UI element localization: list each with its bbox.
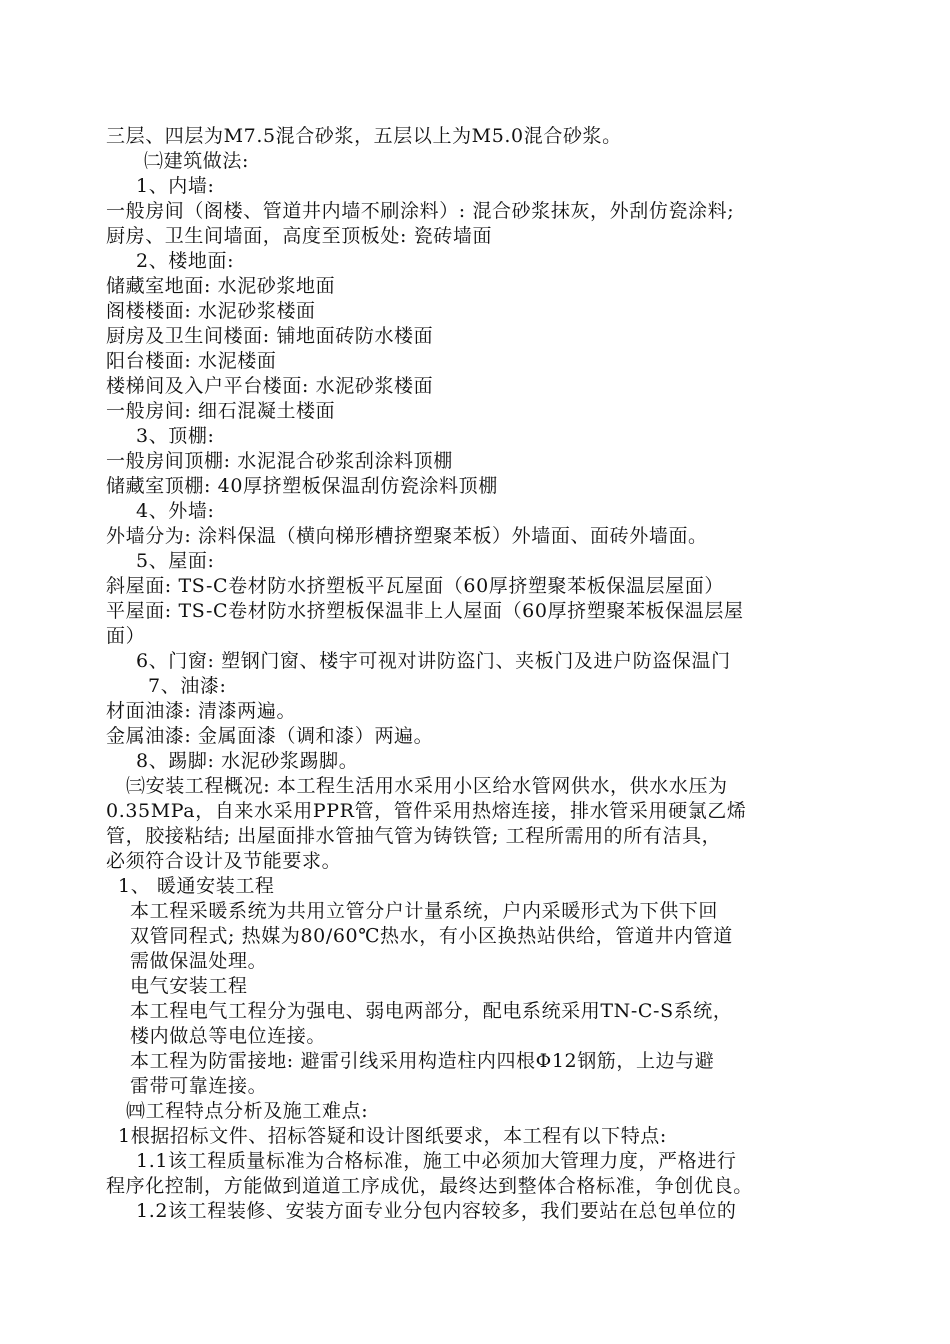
text-line: 雷带可靠连接。 [130,1075,268,1097]
text-line: 楼内做总等电位连接。 [130,1025,327,1047]
text-line: 厨房、卫生间墙面，高度至顶板处: 瓷砖墙面 [106,225,493,247]
section-heading: ㈢安装工程概况: 本工程生活用水采用小区给水管网供水，供水水压为 [126,775,728,797]
section-heading: ㈡建筑做法: [144,150,250,172]
text-line: 平屋面: TS-C卷材防水挤塑板保温非上人屋面（60厚挤塑聚苯板保温层屋 [106,600,744,622]
subsection-heading: 8、踢脚: 水泥砂浆踢脚。 [136,750,359,772]
subsection-heading: 5、屋面: [136,550,215,572]
text-line: 厨房及卫生间楼面: 铺地面砖防水楼面 [106,325,434,347]
text-line: 管，胶接粘结; 出屋面排水管抽气管为铸铁管; 工程所需用的所有洁具， [106,825,722,847]
text-line: 楼梯间及入户平台楼面: 水泥砂浆楼面 [106,375,434,397]
text-line: 双管同程式; 热媒为80/60℃热水，有小区换热站供给，管道井内管道 [130,925,733,947]
subsection-heading: 4、外墙: [136,500,215,522]
section-heading: ㈣工程特点分析及施工难点: [126,1100,369,1122]
text-line: 金属油漆: 金属面漆（调和漆）两遍。 [106,725,434,747]
text-line: 一般房间: 细石混凝土楼面 [106,400,336,422]
text-line: 0.35MPa，自来水采用PPR管，管件采用热熔连接，排水管采用硬氯乙烯 [106,800,747,822]
text-line: 1根据招标文件、招标答疑和设计图纸要求，本工程有以下特点: [118,1125,667,1147]
text-line: 储藏室地面: 水泥砂浆地面 [106,275,336,297]
text-line: 三层、四层为M7.5混合砂浆，五层以上为M5.0混合砂浆。 [106,125,622,147]
text-line: 阁楼楼面: 水泥砂浆楼面 [106,300,316,322]
subsection-heading: 1、 暖通安装工程 [118,875,275,897]
subsection-heading: 6、门窗: 塑钢门窗、楼宇可视对讲防盗门、夹板门及进户防盗保温门 [136,650,731,672]
subsection-heading: 电气安装工程 [130,975,248,997]
text-line: 斜屋面: TS-C卷材防水挤塑板平瓦屋面（60厚挤塑聚苯板保温层屋面） [106,575,724,597]
text-line: 本工程采暖系统为共用立管分户计量系统，户内采暖形式为下供下回 [130,900,719,922]
subsection-heading: 7、油漆: [148,675,227,697]
text-line: 必须符合设计及节能要求。 [106,850,342,872]
text-line: 阳台楼面: 水泥楼面 [106,350,277,372]
text-line: 材面油漆: 清漆两遍。 [106,700,297,722]
text-line: 1.2该工程装修、安装方面专业分包内容较多，我们要站在总包单位的 [136,1200,737,1222]
text-line: 一般房间（阁楼、管道井内墙不刷涂料）: 混合砂浆抹灰，外刮仿瓷涂料; [106,200,735,222]
text-line: 需做保温处理。 [130,950,268,972]
text-line: 1.1该工程质量标准为合格标准，施工中必须加大管理力度，严格进行 [136,1150,737,1172]
subsection-heading: 3、顶棚: [136,425,215,447]
text-line: 外墙分为: 涂料保温（横向梯形槽挤塑聚苯板）外墙面、面砖外墙面。 [106,525,708,547]
text-line: 储藏室顶棚: 40厚挤塑板保温刮仿瓷涂料顶棚 [106,475,498,497]
text-line: 本工程为防雷接地: 避雷引线采用构造柱内四根Φ12钢筋，上边与避 [130,1050,715,1072]
text-line: 一般房间顶棚: 水泥混合砂浆刮涂料顶棚 [106,450,453,472]
document-text [106,124,866,1224]
text-line: 程序化控制，方能做到道道工序成优，最终达到整体合格标准，争创优良。 [106,1175,753,1197]
subsection-heading: 2、楼地面: [136,250,235,272]
text-line: 本工程电气工程分为强电、弱电两部分，配电系统采用TN-C-S系统， [130,1000,733,1022]
text-line: 面） [106,625,146,647]
subsection-heading: 1、内墙: [136,175,215,197]
